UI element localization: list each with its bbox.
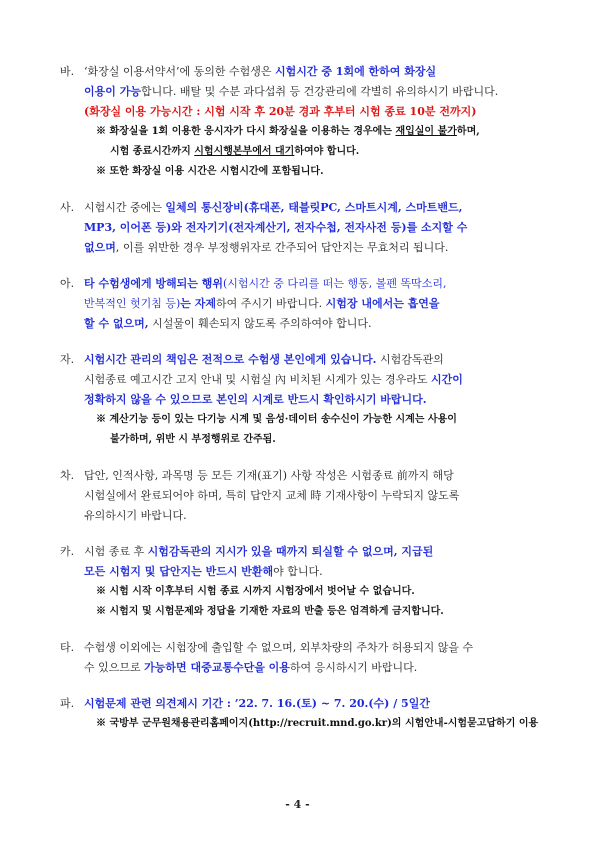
underlined-text: 재입실이 불가 [395, 126, 457, 137]
text: 시험 종료시간까지 [110, 146, 195, 157]
emphasis-text: 할 수 없으며, [84, 317, 149, 330]
emphasis-text: 시험감독관의 지시가 있을 때까지 퇴실할 수 없으며, 지급된 [147, 545, 434, 558]
item-line [84, 370, 560, 390]
note-line: ※ 시험 시작 이후부터 시험 종료 시까지 시험장에서 벗어날 수 없습니다. [96, 586, 415, 597]
item-marker: 파. [60, 697, 75, 710]
item-marker: 카. [60, 545, 75, 558]
note-line: ※ 또한 화장실 이용 시간은 시험시간에 포함됩니다. [96, 166, 324, 177]
item-line: 정확하지 않을 수 있으므로 본인의 시계로 반드시 확인하시기 바랍니다. [84, 393, 427, 406]
text: (시험시간 중 다리를 떠는 행동, 볼펜 똑딱소리, [223, 277, 447, 290]
emphasis-text: 는 자제 [180, 297, 217, 310]
note-line: 불가하며, 위반 시 부정행위로 간주됨. [110, 434, 276, 445]
item-marker: 아. [60, 277, 75, 290]
item-marker: 자. [60, 353, 75, 366]
item-line [84, 350, 560, 370]
emphasis-text: 시험장 내에서는 흡연을 [325, 297, 440, 310]
restroom-time-note: (화장실 이용 가능시간 : 시험 시작 후 20분 경과 후부터 시험 종료 10분 전까지) [84, 105, 477, 118]
item-line [84, 198, 560, 218]
item-line: 답안, 인적사항, 과목명 등 모든 기재(표기) 사항 작성은 시험종료 前까지 해당 [84, 469, 454, 482]
item-line [84, 314, 560, 334]
text: 반복적인 헛기침 등) [84, 297, 181, 310]
item-ba [60, 62, 560, 182]
item-line [84, 294, 560, 314]
item-marker: 타. [60, 641, 75, 654]
item-ka [60, 542, 560, 622]
text: 하여야 합니다. [294, 146, 360, 157]
item-line: 유의하시기 바랍니다. [84, 509, 187, 522]
text: 합니다. 배탈 및 수분 과다섭취 등 건강관리에 각별히 유의하시기 바랍니다. [140, 85, 499, 98]
text: ※ 화장실을 1회 이용한 응시자가 다시 화장실을 이용하는 경우에는 [96, 126, 396, 137]
note-line: ※ 계산기능 등이 있는 다기능 시계 및 음성·데이터 송수신이 가능한 시계는 사용이 [96, 414, 457, 425]
note-line [84, 122, 560, 142]
item-marker: 차. [60, 469, 75, 482]
item-line [84, 82, 560, 102]
item-line [84, 542, 560, 562]
item-marker: 바. [60, 65, 75, 78]
text: , 이를 위반한 경우 부정행위자로 간주되어 답안지는 무효처리 됩니다. [115, 241, 449, 254]
emphasis-text: 이용이 가능 [84, 85, 141, 98]
objection-period: 시험문제 관련 의견제시 기간 : ’22. 7. 16.(토) ~ 7. 20.(수) / 5일간 [84, 697, 430, 710]
document-body [60, 62, 560, 750]
page-number: - 4 - [285, 798, 310, 811]
item-line [84, 658, 560, 678]
text: 하여 주시기 바랍니다. [216, 297, 326, 310]
item-sa [60, 198, 560, 258]
text: 시험 종료 후 [84, 545, 148, 558]
note-line [84, 142, 560, 162]
item-pa [60, 694, 560, 734]
item-marker: 사. [60, 201, 75, 214]
underlined-text: 시험시행본부에서 대기 [194, 146, 295, 157]
text: 시험감독관의 [376, 353, 444, 366]
text: 시설물이 훼손되지 않도록 주의하여야 합니다. [148, 317, 372, 330]
item-line [84, 562, 560, 582]
item-a [60, 274, 560, 334]
text: 야 합니다. [273, 565, 323, 578]
emphasis-text: 가능하면 대중교통수단을 이용 [144, 661, 290, 674]
item-line: 시험실에서 완료되어야 하며, 특히 답안지 교체 時 기재사항이 누락되지 않도록 [84, 489, 460, 502]
item-line [84, 238, 560, 258]
item-cha [60, 466, 560, 526]
text: ‘화장실 이용서약서’에 동의한 수험생은 [84, 65, 275, 78]
emphasis-text: 시간이 [431, 373, 463, 386]
text: 하며, [456, 126, 480, 137]
item-line: 수험생 이외에는 시험장에 출입할 수 없으며, 외부차량의 주차가 허용되지 않을 수 [84, 641, 474, 654]
text: 수 있으므로 [84, 661, 145, 674]
emphasis-text: 타 수험생에게 방해되는 행위 [84, 277, 223, 290]
item-line [84, 274, 560, 294]
item-line [84, 62, 560, 82]
text: 시험종료 예고시간 고지 안내 및 시험실 內 비치된 시계가 있는 경우라도 [84, 373, 431, 386]
item-ja [60, 350, 560, 450]
note-line: ※ 시험지 및 시험문제와 정답을 기재한 자료의 반출 등은 엄격하게 금지합니다. [96, 606, 444, 617]
item-line: MP3, 이어폰 등)와 전자기기(전자계산기, 전자수첩, 전자사전 등)를 소지할 수 [84, 221, 468, 234]
text: 시험시간 중에는 [84, 201, 166, 214]
emphasis-text: 시험시간 중 1회에 한하여 화장실 [275, 65, 437, 78]
emphasis-text: 모든 시험지 및 답안지는 반드시 반환해 [84, 565, 274, 578]
item-ta [60, 638, 560, 678]
text: 하여 응시하시기 바랍니다. [289, 661, 418, 674]
emphasis-text: 시험시간 관리의 책임은 전적으로 수험생 본인에게 있습니다. [84, 353, 377, 366]
emphasis-text: 일체의 통신장비(휴대폰, 태블릿PC, 스마트시계, 스마트밴드, [165, 201, 463, 214]
emphasis-text: 없으며 [84, 241, 116, 254]
note-line: ※ 국방부 군무원채용관리홈페이지(http://recruit.mnd.go.kr)의 시험안내-시험묻고답하기 이용 [96, 718, 539, 729]
